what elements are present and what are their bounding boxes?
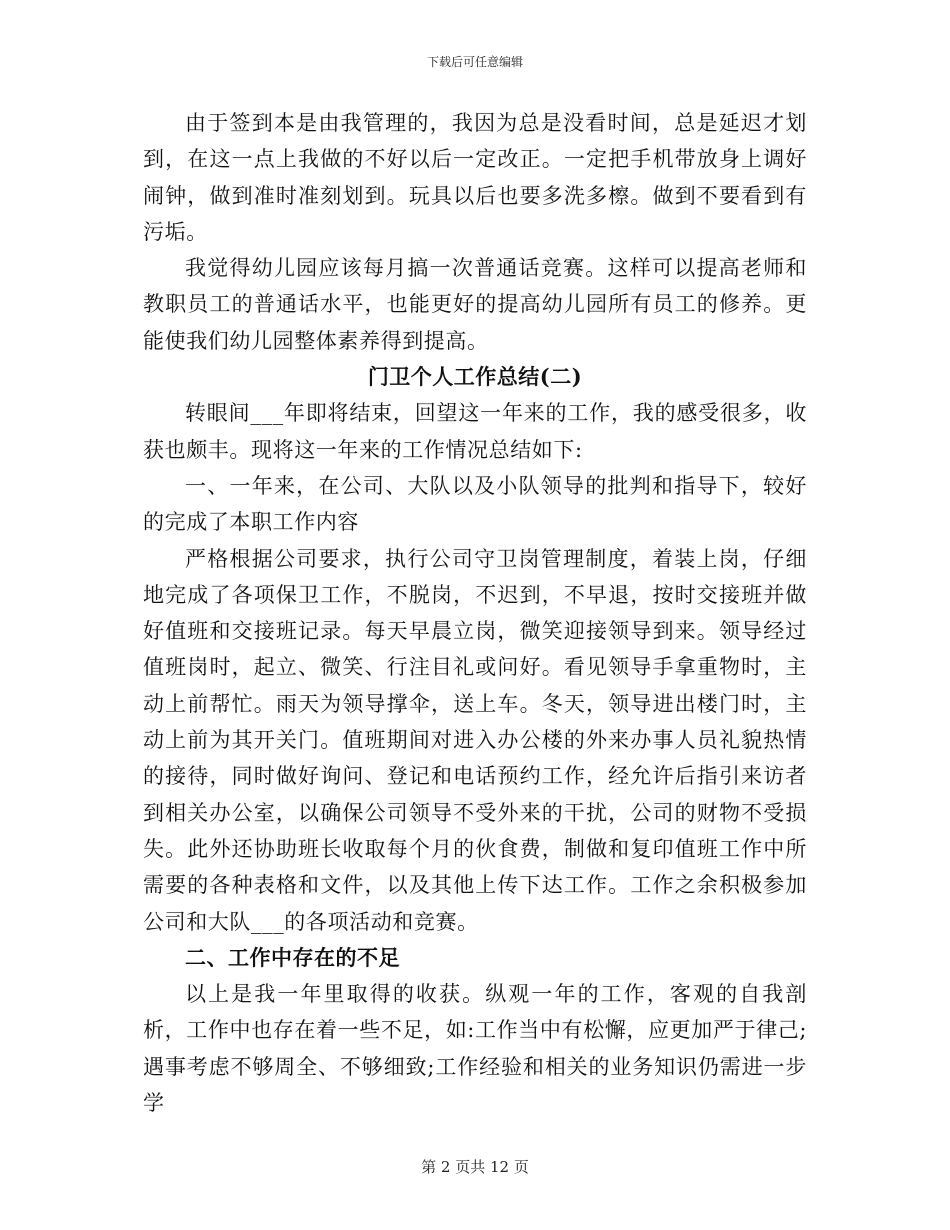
page-header: 下载后可任意编辑 xyxy=(426,55,523,69)
subheading-shortcomings: 二、工作中存在的不足 xyxy=(185,944,400,970)
page-footer: 第 2 页共 12 页 xyxy=(421,1158,529,1176)
paragraph-shortcomings: 以上是我一年里取得的收获。纵观一年的工作，客观的自我剖析，工作中也存在着一些不足，如:工作当中有松懈，应更加严于律己;遇事考虑不够周全、不够细致;工作经验和相关的业务知识仍需进一步学 xyxy=(143,982,807,1116)
paragraph-point-one: 一、一年来，在公司、大队以及小队领导的批判和指导下，较好的完成了本职工作内容 xyxy=(143,473,807,535)
paragraph-intro: 转眼间___年即将结束，回望这一年来的工作，我的感受很多，收获也颇丰。现将这一年来的工作情况总结如下: xyxy=(143,401,807,462)
section-title: 门卫个人工作总结(二) xyxy=(367,364,583,390)
paragraph-duties: 严格根据公司要求，执行公司守卫岗管理制度，着装上岗，仔细地完成了各项保卫工作，不脱岗，不迟到，不早退，按时交接班并做好值班和交接班记录。每天早晨立岗，微笑迎接领导到来。领导经过值班岗时，起立、微笑、行注目礼或问好。看见领导手拿重物时，主动上前帮忙。雨天为领导撑伞，送上车。冬天，领导进出楼门时，主动上前为其开关门。值班期间对进入办公楼的外来办事人员礼貌热情的接待，同时做好询问、登记和电话预约工作，经允许后指引来访者到相关办公室，以确保公司领导不受外来的干扰，公司的财物不受损失。此外还协助班长收取每个月的伙食费，制做和复印值班工作中所需要的各种表格和文件，以及其他上传下达工作。工作之余积极参加公司和大队___的各项活动和竞赛。 xyxy=(143,546,807,934)
paragraph-mandarin-contest: 我觉得幼儿园应该每月搞一次普通话竞赛。这样可以提高老师和教职员工的普通话水平，也能更好的提高幼儿园所有员工的修养。更能使我们幼儿园整体素养得到提高。 xyxy=(143,256,807,353)
paragraph-sign-in: 由于签到本是由我管理的，我因为总是没看时间，总是延迟才划到，在这一点上我做的不好以后一定改正。一定把手机带放身上调好闹钟，做到准时准刻划到。玩具以后也要多洗多檫。做到不要看到有污垢。 xyxy=(143,111,807,244)
document-body xyxy=(143,105,807,1121)
